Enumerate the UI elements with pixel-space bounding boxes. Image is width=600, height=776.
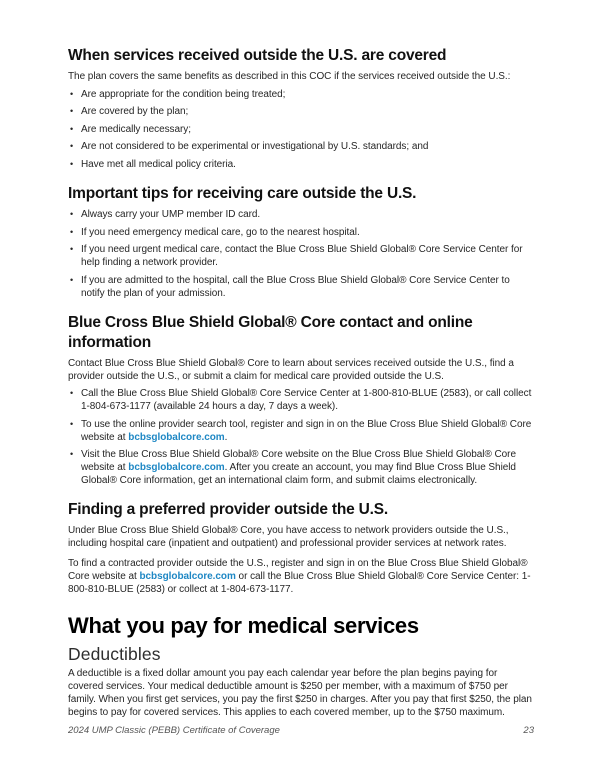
list-item [68,418,533,444]
deductibles-para: A deductible is a fixed dollar amount you pay each calendar year before the plan begins paying for covered services. Your medical deductible amount is $250 per member, with a maximum of $750 per family. When you first get services, you pay the first $250 in charges. After you pay that first $250, the plan begins to pay for covered services. This applies to each covered member, up to the $750 maximum. [68,668,532,718]
footer-page-number: 23 [523,725,534,736]
list-item-text [81,448,533,487]
bullet-icon: • [70,123,74,134]
list-item [68,208,533,221]
bullet-icon: • [70,141,74,151]
list-item-text: Always carry your UMP member ID card. [81,209,261,220]
list-item-text: Are appropriate for the condition being treated; [81,88,286,100]
bullet-icon: • [70,158,74,169]
list-item [68,88,533,101]
bullet-icon: • [70,418,74,429]
bcbsglobalcore-link[interactable]: bcbsglobalcore.com [128,431,225,443]
list-item-text: Are not considered to be experimental or investigational by U.S. standards; and [81,141,429,152]
list-item-text [81,418,533,444]
bullet-icon: • [70,209,74,219]
bullet-icon: • [70,274,74,285]
list-item [68,105,533,118]
list-item [68,226,533,239]
finding-provider-para2 [68,557,533,596]
section-heading-bcbs-contact: Blue Cross Blue Shield Global® Core contact and online information [68,313,473,351]
finding-provider-para1: Under Blue Cross Blue Shield Global® Core, you have access to network providers outside the U.S., including hospital care (inpatient and outpatient) and professional provider services at network rates. [68,525,509,549]
list-item-text: Are covered by the plan; [81,106,189,117]
list-item [68,158,533,171]
bcbs-contact-list [68,387,533,487]
bcbsglobalcore-link[interactable]: bcbsglobalcore.com [139,571,236,582]
list-item [68,140,533,153]
bullet-icon: • [70,449,74,459]
list-item-text-segment: . After you create an account, you may find Blue Cross Blue Shield Global® Core information, get an international claim form, and submit claims electronically. [81,462,516,486]
list-item-text: Call the Blue Cross Blue Shield Global® Core Service Center at 1-800-810-BLUE (2583), or call collect 1-804-673-1177 (available 24 hours a day, 7 days a week). [81,388,532,412]
bullet-icon: • [70,388,74,398]
bullet-icon: • [70,226,74,237]
section-heading-finding-provider: Finding a preferred provider outside the U.S. [68,501,388,518]
list-item-text: If you need emergency medical care, go to the nearest hospital. [81,226,360,238]
paragraph-text-segment: or call the Blue Cross Blue Shield Global® Core Service Center: 1-800-810-BLUE (2583) or collect at 1-804-673-1177. [68,571,531,595]
services-covered-intro: The plan covers the same benefits as described in this COC if the services received outside the U.S.: [68,71,511,82]
list-item [68,387,533,413]
list-item [68,123,533,136]
bullet-icon: • [70,88,74,99]
list-item [68,243,533,269]
bcbsglobalcore-link[interactable]: bcbsglobalcore.com [128,462,225,473]
list-item-text: Have met all medical policy criteria. [81,158,236,170]
section-heading-important-tips: Important tips for receiving care outside the U.S. [68,184,417,202]
section-heading-services-covered: When services received outside the U.S. are covered [68,47,447,64]
bullet-icon: • [70,244,74,254]
list-item-text: Are medically necessary; [81,123,191,135]
list-item [68,448,533,487]
list-item-text-segment: To use the online provider search tool, register and sign in on the Blue Cross Blue Shield Global® Core website at [81,418,532,443]
services-covered-list [68,88,533,171]
list-item-text: If you need urgent medical care, contact the Blue Cross Blue Shield Global® Core Service Center for help finding a network provider. [81,244,523,268]
list-item-text-segment: . [224,431,228,443]
chapter-heading-what-you-pay: What you pay for medical services [68,613,419,638]
list-item-text: If you are admitted to the hospital, call the Blue Cross Blue Shield Global® Core Service Center to notify the plan of your admission. [81,274,510,299]
paragraph-text-segment: To find a contracted provider outside the U.S., register and sign in on the Blue Cross Blue Shield Global® Core website at [68,558,528,582]
bcbs-contact-intro: Contact Blue Cross Blue Shield Global® Core to learn about services received outside the U.S., find a provider outside the U.S., or submit a claim for medical care provided outside the U.S. [68,357,514,382]
important-tips-list [68,208,533,300]
subsection-heading-deductibles: Deductibles [68,644,161,664]
list-item [68,274,533,300]
list-item-text-segment: Visit the Blue Cross Blue Shield Global® Core website on the Blue Cross Blue Shield Global® Core website at [81,449,516,473]
footer-document-title: 2024 UMP Classic (PEBB) Certificate of Coverage [68,725,280,736]
bullet-icon: • [70,106,74,116]
page-footer [68,725,534,736]
